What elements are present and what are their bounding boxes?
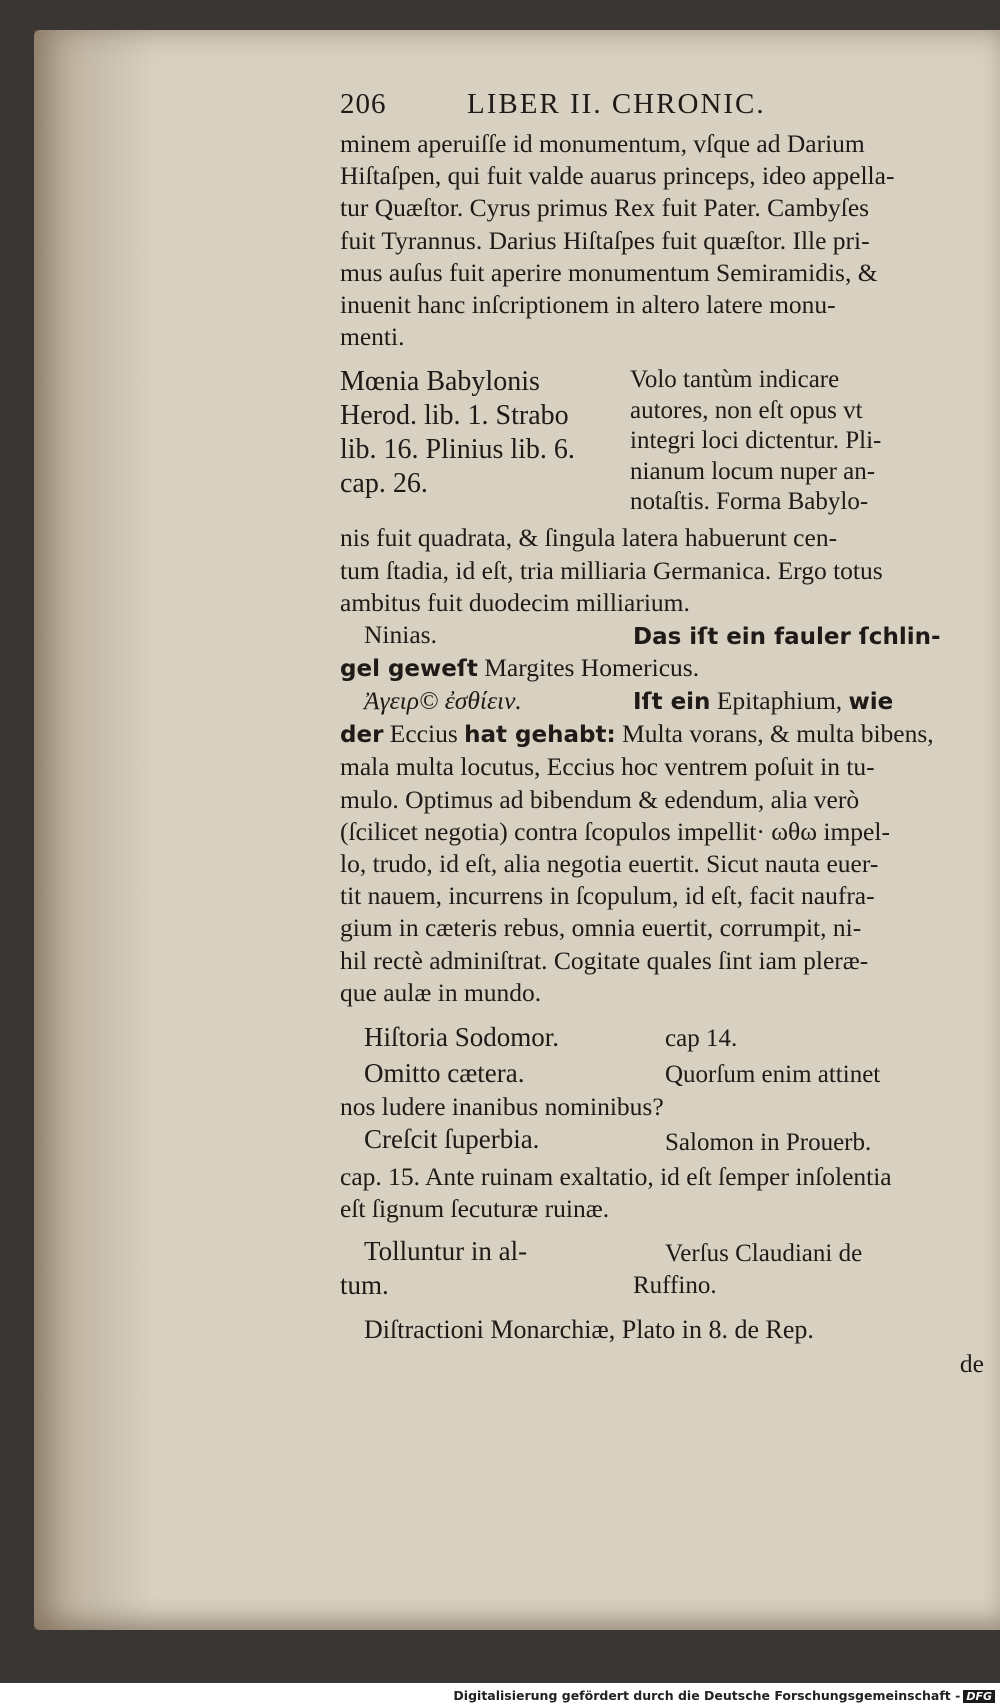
gloss-line: integri loci dictentur. Pli-: [630, 427, 882, 455]
gloss-line: Ruffino.: [633, 1271, 717, 1299]
lemma-line: Tolluntur in al-: [364, 1235, 528, 1266]
lemma-omitto: Omitto cætera.: [364, 1058, 525, 1089]
text-line: que aulæ in mundo.: [340, 977, 542, 1007]
folio-number: 206: [340, 88, 387, 120]
roman-text: Margites Homericus.: [477, 653, 700, 683]
lemma-line: cap. 26.: [340, 468, 428, 500]
blackletter-text: gel geweſt: [340, 656, 478, 683]
entry-moenia-babylonis: [340, 365, 990, 522]
text-line: (ſcilicet negotia) contra ſcopulos impellit· ωθω impel-: [340, 816, 890, 846]
lemma-tolluntur: [340, 1234, 528, 1302]
text-line: eſt ſignum ſecuturæ ruinæ.: [340, 1194, 610, 1224]
text-line: mulo. Optimus ad bibendum & edendum, alia verò: [340, 784, 860, 814]
gloss-ninias: Das iſt ein fauler ſchlin-: [633, 624, 941, 651]
blackletter-text: der: [340, 722, 384, 749]
lemma-line: Mœnia Babylonis: [340, 366, 540, 398]
text-line: minem aperuiſſe id monumentum, vſque ad Darium: [340, 129, 865, 158]
lemma-line: lib. 16. Plinius lib. 6.: [340, 434, 575, 466]
lemma-ninias: Ninias.: [364, 620, 437, 650]
text-line: [340, 718, 990, 751]
lemma-sodomor: Hiſtoria Sodomor.: [364, 1022, 559, 1053]
credit-text: Digitalisierung gefördert durch die Deutsche Forschungsgemeinschaft -: [453, 1688, 961, 1703]
text-line: nos ludere inanibus nominibus?: [340, 1092, 664, 1122]
text-line: lo, trudo, id eſt, alia negotia euertit. Sicut nauta euer-: [340, 849, 879, 879]
gloss-line: Volo tantùm indicare: [630, 366, 840, 394]
roman-text: Epitaphium,: [710, 686, 849, 716]
text-line: Hiſtaſpen, qui fuit valde auarus princeps, ideo appella-: [340, 161, 895, 191]
dfg-logo: DFG: [963, 1690, 995, 1703]
gloss-line: notaſtis. Forma Babylo-: [630, 488, 869, 516]
paragraph-moenia-continuation: [340, 522, 990, 619]
roman-text: Multa vorans, & multa bibens,: [615, 719, 934, 749]
entry-ninias: [340, 619, 990, 652]
lemma-line: Herod. lib. 1. Strabo: [340, 400, 569, 432]
text-line: mus auſus fuit aperire monumentum Semiramidis, &: [340, 257, 878, 287]
entry-omitto: [340, 1057, 990, 1091]
text-line: cap. 15. Ante ruinam exaltatio, id eſt ſemper inſolentia: [340, 1162, 892, 1192]
paragraph-omitto: [340, 1091, 990, 1123]
paragraph-ninias: [340, 652, 990, 685]
gloss-crescit: Salomon in Prouerb.: [665, 1129, 872, 1157]
running-head: LIBER II. CHRONIC.: [467, 88, 766, 120]
text-line: tur Quæſtor. Cyrus primus Rex fuit Pater. Cambyſes: [340, 193, 870, 223]
gloss-line: nianum locum nuper an-: [630, 457, 876, 485]
distractioni-line: Diſtractioni Monarchiæ, Plato in 8. de Rep.: [364, 1314, 814, 1344]
page-header: [340, 88, 990, 128]
digitization-credit: [0, 1688, 995, 1703]
text-line: tum ſtadia, id eſt, tria milliaria Germanica. Ergo totus: [340, 555, 883, 585]
gloss-epitaph: [633, 685, 893, 718]
entry-distractioni: [340, 1314, 990, 1348]
entry-sodomor: [340, 1021, 990, 1057]
blackletter-text: hat gehabt:: [464, 722, 616, 749]
text-line: hil rectè adminiſtrat. Cogitate quales ſint iam pleræ-: [340, 945, 869, 975]
blackletter-text: Iſt ein: [633, 689, 711, 716]
gloss-line: Verſus Claudiani de: [665, 1239, 863, 1267]
paragraph-crescit: [340, 1161, 990, 1225]
gloss-tolluntur: [633, 1238, 862, 1302]
text-line: gium in cæteris rebus, omnia euertit, corrumpit, ni-: [340, 913, 862, 943]
gloss-sodomor: cap 14.: [665, 1025, 738, 1053]
catchword: de: [959, 1348, 984, 1378]
text-line: fuit Tyrannus. Darius Hiſtaſpes fuit quæſtor. Ille pri-: [340, 225, 870, 255]
text-line: menti.: [340, 322, 405, 352]
lemma-moenia: [340, 365, 600, 501]
lemma-line: tum.: [340, 1269, 389, 1300]
text-line: ambitus fuit duodecim milliarium.: [340, 587, 690, 617]
roman-text: Eccius: [383, 719, 465, 749]
blackletter-text: wie: [848, 689, 894, 716]
text-line: nis fuit quadrata, & ſingula latera habuerunt cen-: [340, 523, 838, 553]
page-text: [340, 88, 990, 1380]
text-line: mala multa locutus, Eccius hoc ventrem poſuit in tu-: [340, 752, 875, 782]
text-line: inuenit hanc inſcriptionem in altero latere monu-: [340, 290, 836, 320]
entry-crescit: [340, 1123, 990, 1161]
entry-epitaph: [340, 685, 990, 718]
text-line: tit nauem, incurrens in ſcopulum, id eſt, facit naufra-: [340, 881, 875, 911]
gloss-omitto: Quorſum enim attinet: [665, 1061, 881, 1089]
paragraph-epitaph: [340, 718, 990, 1009]
gloss-moenia: [630, 365, 990, 518]
paragraph-monumentum: [340, 128, 990, 353]
text-line: [340, 652, 990, 685]
lemma-crescit: Creſcit ſuperbia.: [364, 1124, 540, 1155]
gloss-line: autores, non eſt opus vt: [630, 396, 863, 424]
lemma-greek: Ἀγειρ© ἐσθίειν.: [364, 686, 522, 716]
entry-tolluntur: [340, 1234, 990, 1306]
